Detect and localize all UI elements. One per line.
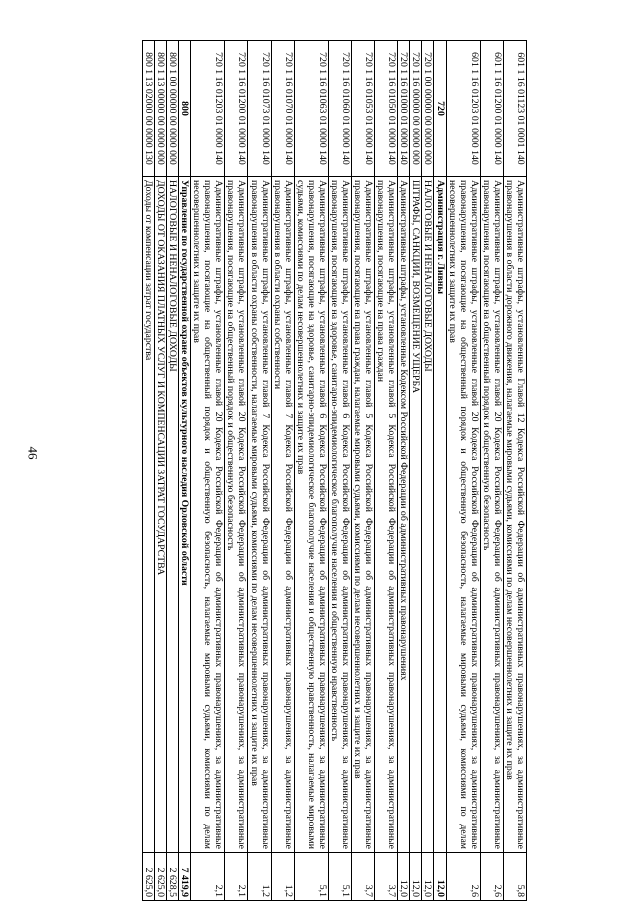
amount-cell: 3,7	[352, 853, 375, 901]
budget-code-cell: 800 1 00 00000 00 0000 000	[167, 41, 179, 177]
description-cell: Административные штрафы, установленные главой 6 Кодекса Российской Федерации об административных правонарушениях, за административные правонарушения, посягающие на здоровье, санитарно-эпидемиологическое благополучие населения и общественную нравственность	[328, 177, 351, 853]
budget-code-cell: 720 1 00 00000 00 0000 000	[422, 41, 434, 177]
table-row	[352, 41, 375, 901]
amount-cell: 1,2	[271, 853, 294, 901]
amount-cell: 2 628,5	[167, 853, 179, 901]
table-row	[191, 41, 225, 901]
page-number: 46	[25, 446, 40, 459]
table-row	[167, 41, 179, 901]
table-row	[142, 41, 154, 901]
budget-code-cell: 720 1 16 01060 01 0000 140	[328, 41, 351, 177]
table-row	[248, 41, 271, 901]
amount-cell: 12,0	[434, 853, 446, 901]
amount-cell: 12,0	[410, 853, 422, 901]
description-cell: НАЛОГОВЫЕ И НЕНАЛОГОВЫЕ ДОХОДЫ	[167, 177, 179, 853]
description-cell: Административные штрафы, установленные главой 7 Кодекса Российской Федерации об административных правонарушениях, за административные правонарушения в области охраны собственности	[271, 177, 294, 853]
amount-cell: 2,6	[446, 853, 480, 901]
budget-code-cell: 601 1 16 01203 01 0000 140	[446, 41, 480, 177]
description-cell: Административные штрафы, установленные главой 6 Кодекса Российской Федерации об административных правонарушениях, за административные правонарушения, посягающие на здоровье, санитарно-эпидемиологическое благополучие населения и общественную нравственность, налагаемые мировыми судьями, комиссиями по делам несовершеннолетних и защите их прав	[294, 177, 328, 853]
description-cell: Административные штрафы, установленные главой 7 Кодекса Российской Федерации об административных правонарушениях, за административные правонарушения в области охраны собственности, налагаемые мировыми судьями, комиссиями по делам несовершеннолетних и защите их прав	[248, 177, 271, 853]
description-cell: Администрация г. Ливны	[434, 177, 446, 853]
table-row	[155, 41, 167, 901]
amount-cell: 1,2	[248, 853, 271, 901]
description-cell: Административные штрафы, установленные Главой 12 Кодекса Российской Федерации об административных правонарушениях, за административные правонарушения в области дорожного движения, налагаемые мировыми судьями, комиссиями по делам несовершеннолетних и защите их прав	[503, 177, 526, 853]
budget-code-cell: 800 1 13 00000 00 0000 000	[155, 41, 167, 177]
budget-table	[142, 40, 527, 901]
budget-code-cell: 720 1 16 01070 01 0000 140	[271, 41, 294, 177]
table-row	[503, 41, 526, 901]
table-row	[480, 41, 503, 901]
amount-cell: 3,7	[375, 853, 398, 901]
amount-cell: 7 419,9	[179, 853, 191, 901]
rotated-table-container	[27, 40, 527, 900]
amount-cell: 2,6	[480, 853, 503, 901]
description-cell: ДОХОДЫ ОТ ОКАЗАНИЯ ПЛАТНЫХ УСЛУГ И КОМПЕНСАЦИИ ЗАТРАТ ГОСУДАРСТВА	[155, 177, 167, 853]
budget-code-cell: 800 1 13 02000 00 0000 130	[142, 41, 154, 177]
table-row	[179, 41, 191, 901]
budget-table-body	[142, 41, 526, 901]
description-cell: Административные штрафы, установленные Кодексом Российской Федерации об административных правонарушениях	[398, 177, 410, 853]
budget-code-cell: 720 1 16 01063 01 0000 140	[294, 41, 328, 177]
amount-cell: 2,1	[191, 853, 225, 901]
amount-cell: 12,0	[398, 853, 410, 901]
description-cell: Административные штрафы, установленные главой 20 Кодекса Российской Федерации об административных правонарушениях, за административные правонарушения, посягающие на общественный порядок и общественную безопасность, налагаемые мировыми судьями, комиссиями по делам несовершеннолетних и защите их прав	[446, 177, 480, 853]
description-cell: Административные штрафы, установленные главой 5 Кодекса Российской Федерации об административных правонарушениях, за административные правонарушения, посягающие на права граждан	[375, 177, 398, 853]
budget-code-cell: 720 1 16 01200 01 0000 140	[225, 41, 248, 177]
amount-cell: 2 625,0	[155, 853, 167, 901]
budget-code-cell: 720 1 16 00000 00 0000 000	[410, 41, 422, 177]
table-row	[398, 41, 410, 901]
amount-cell: 2,1	[225, 853, 248, 901]
budget-code-cell: 720 1 16 01203 01 0000 140	[191, 41, 225, 177]
amount-cell: 5,8	[503, 853, 526, 901]
amount-cell: 2 625,0	[142, 853, 154, 901]
amount-cell: 12,0	[422, 853, 434, 901]
table-row	[328, 41, 351, 901]
budget-code-cell: 720 1 16 01000 01 0000 140	[398, 41, 410, 177]
table-row	[446, 41, 480, 901]
description-cell: Административные штрафы, установленные главой 5 Кодекса Российской Федерации об административных правонарушениях, за административные правонарушения, посягающие на права граждан, налагаемые мировыми судьями, комиссиями по делам несовершеннолетних и защите их прав	[352, 177, 375, 853]
budget-code-cell: 800	[179, 41, 191, 177]
budget-code-cell: 720 1 16 01073 01 0000 140	[248, 41, 271, 177]
description-cell: ШТРАФЫ, САНКЦИИ, ВОЗМЕЩЕНИЕ УЩЕРБА	[410, 177, 422, 853]
description-cell: Доходы от компенсации затрат государства	[142, 177, 154, 853]
budget-code-cell: 720 1 16 01053 01 0000 140	[352, 41, 375, 177]
description-cell: Административные штрафы, установленные главой 20 Кодекса Российской Федерации об административных правонарушениях, за административные правонарушения, посягающие на общественный порядок и общественную безопасность	[480, 177, 503, 853]
table-row	[271, 41, 294, 901]
table-row	[294, 41, 328, 901]
amount-cell: 5,1	[328, 853, 351, 901]
description-cell: НАЛОГОВЫЕ И НЕНАЛОГОВЫЕ ДОХОДЫ	[422, 177, 434, 853]
budget-code-cell: 720	[434, 41, 446, 177]
table-row	[225, 41, 248, 901]
description-cell: Административные штрафы, установленные главой 20 Кодекса Российской Федерации об административных правонарушениях, за административные правонарушения, посягающие на общественный порядок и общественную безопасность, налагаемые мировыми судьями, комиссиями по делам несовершеннолетних и защите их прав	[191, 177, 225, 853]
budget-code-cell: 720 1 16 01050 01 0000 140	[375, 41, 398, 177]
description-cell: Управление по государственной охране объектов культурного наследия Орловской области	[179, 177, 191, 853]
budget-code-cell: 601 1 16 01200 01 0000 140	[480, 41, 503, 177]
table-row	[375, 41, 398, 901]
amount-cell: 5,1	[294, 853, 328, 901]
table-row	[434, 41, 446, 901]
table-row	[422, 41, 434, 901]
table-row	[410, 41, 422, 901]
budget-code-cell: 601 1 16 01123 01 0001 140	[503, 41, 526, 177]
description-cell: Административные штрафы, установленные главой 20 Кодекса Российской Федерации об административных правонарушениях, за административные правонарушения, посягающие на общественный порядок и общественную безопасность	[225, 177, 248, 853]
